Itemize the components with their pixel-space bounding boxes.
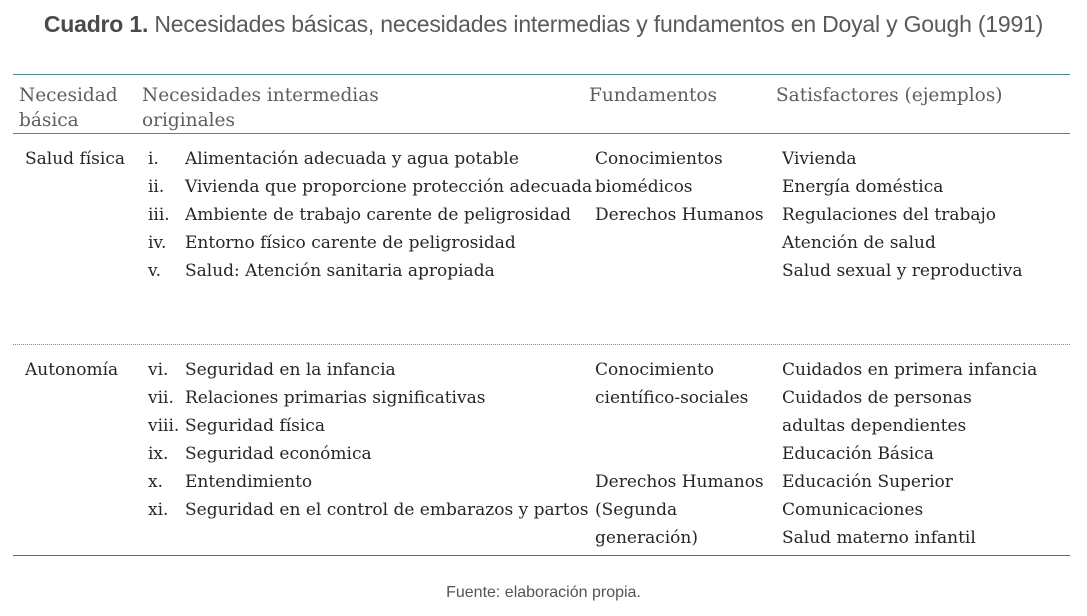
table-label: Cuadro 1. <box>43 11 149 37</box>
foundation-line <box>595 440 764 468</box>
foundations-list <box>595 356 764 552</box>
satisfier-line: adultas dependientes <box>782 416 967 436</box>
row-divider <box>13 344 1070 345</box>
item-number: vii. <box>148 388 174 408</box>
header-rule <box>13 133 1070 134</box>
item-text: Seguridad en el control de embarazos y partos <box>185 500 589 520</box>
satisfiers-list <box>782 356 1037 552</box>
satisfier-line: Educación Básica <box>782 444 934 464</box>
item-number: i. <box>148 149 159 169</box>
foundation-line: (Segunda <box>595 500 678 520</box>
intermediate-needs-list <box>148 145 592 285</box>
intermediate-need-item <box>148 496 589 524</box>
intermediate-need-item <box>148 468 589 496</box>
item-text: Seguridad en la infancia <box>185 360 396 380</box>
basic-need-autonomy: Autonomía <box>25 360 119 380</box>
basic-need-physical-health: Salud física <box>25 149 125 169</box>
item-number: viii. <box>148 416 180 436</box>
item-text: Relaciones primarias significativas <box>185 388 486 408</box>
intermediate-need-item <box>148 173 592 201</box>
foundation-line: Derechos Humanos <box>595 205 764 225</box>
table-title <box>0 11 1087 38</box>
source-note: Fuente: elaboración propia. <box>446 584 641 601</box>
satisfier-line: Vivienda <box>782 149 857 169</box>
item-number: xi. <box>148 500 169 520</box>
intermediate-need-item <box>148 145 592 173</box>
satisfier-line: Cuidados de personas <box>782 388 972 408</box>
intermediate-need-item <box>148 201 592 229</box>
satisfier-line: Comunicaciones <box>782 500 924 520</box>
intermediate-need-item <box>148 257 592 285</box>
satisfiers-list <box>782 145 1023 285</box>
foundation-line: científico-sociales <box>595 388 749 408</box>
item-number: iv. <box>148 233 167 253</box>
satisfier-line: Regulaciones del trabajo <box>782 205 996 225</box>
table-caption: Necesidades básicas, necesidades intermedias y fundamentos en Doyal y Gough (1991) <box>154 11 1044 37</box>
intermediate-needs-list <box>148 356 589 524</box>
intermediate-need-item <box>148 440 589 468</box>
item-text: Alimentación adecuada y agua potable <box>185 149 519 169</box>
header-basic-need: Necesidad básica <box>19 85 118 131</box>
header-intermediate-needs: Necesidades intermedias originales <box>142 85 379 131</box>
satisfier-line: Educación Superior <box>782 472 953 492</box>
intermediate-need-item <box>148 229 592 257</box>
item-number: x. <box>148 472 163 492</box>
intermediate-need-item <box>148 356 589 384</box>
foundation-line: biomédicos <box>595 177 693 197</box>
foundation-line: generación) <box>595 528 698 548</box>
satisfier-line: Energía doméstica <box>782 177 944 197</box>
bottom-rule <box>13 555 1070 556</box>
item-number: ix. <box>148 444 169 464</box>
foundations-list <box>595 145 764 229</box>
item-number: iii. <box>148 205 170 225</box>
satisfier-line: Atención de salud <box>782 233 936 253</box>
item-text: Salud: Atención sanitaria apropiada <box>185 261 495 281</box>
intermediate-need-item <box>148 384 589 412</box>
item-text: Entendimiento <box>185 472 313 492</box>
item-text: Entorno físico carente de peligrosidad <box>185 233 516 253</box>
header-satisfiers: Satisfactores (ejemplos) <box>776 85 1003 106</box>
item-text: Seguridad económica <box>185 444 372 464</box>
satisfier-line: Cuidados en primera infancia <box>782 360 1038 380</box>
item-number: vi. <box>148 360 169 380</box>
foundation-line <box>595 412 764 440</box>
foundation-line: Derechos Humanos <box>595 472 764 492</box>
satisfier-line: Salud sexual y reproductiva <box>782 261 1023 281</box>
item-text: Ambiente de trabajo carente de peligrosidad <box>185 205 571 225</box>
item-text: Vivienda que proporcione protección adecuada <box>185 177 593 197</box>
foundation-line: Conocimientos <box>595 149 723 169</box>
item-text: Seguridad física <box>185 416 325 436</box>
intermediate-need-item <box>148 412 589 440</box>
header-foundations: Fundamentos <box>589 85 718 106</box>
item-number: ii. <box>148 177 165 197</box>
item-number: v. <box>148 261 161 281</box>
top-rule <box>13 74 1070 75</box>
foundation-line: Conocimiento <box>595 360 715 380</box>
satisfier-line: Salud materno infantil <box>782 528 976 548</box>
